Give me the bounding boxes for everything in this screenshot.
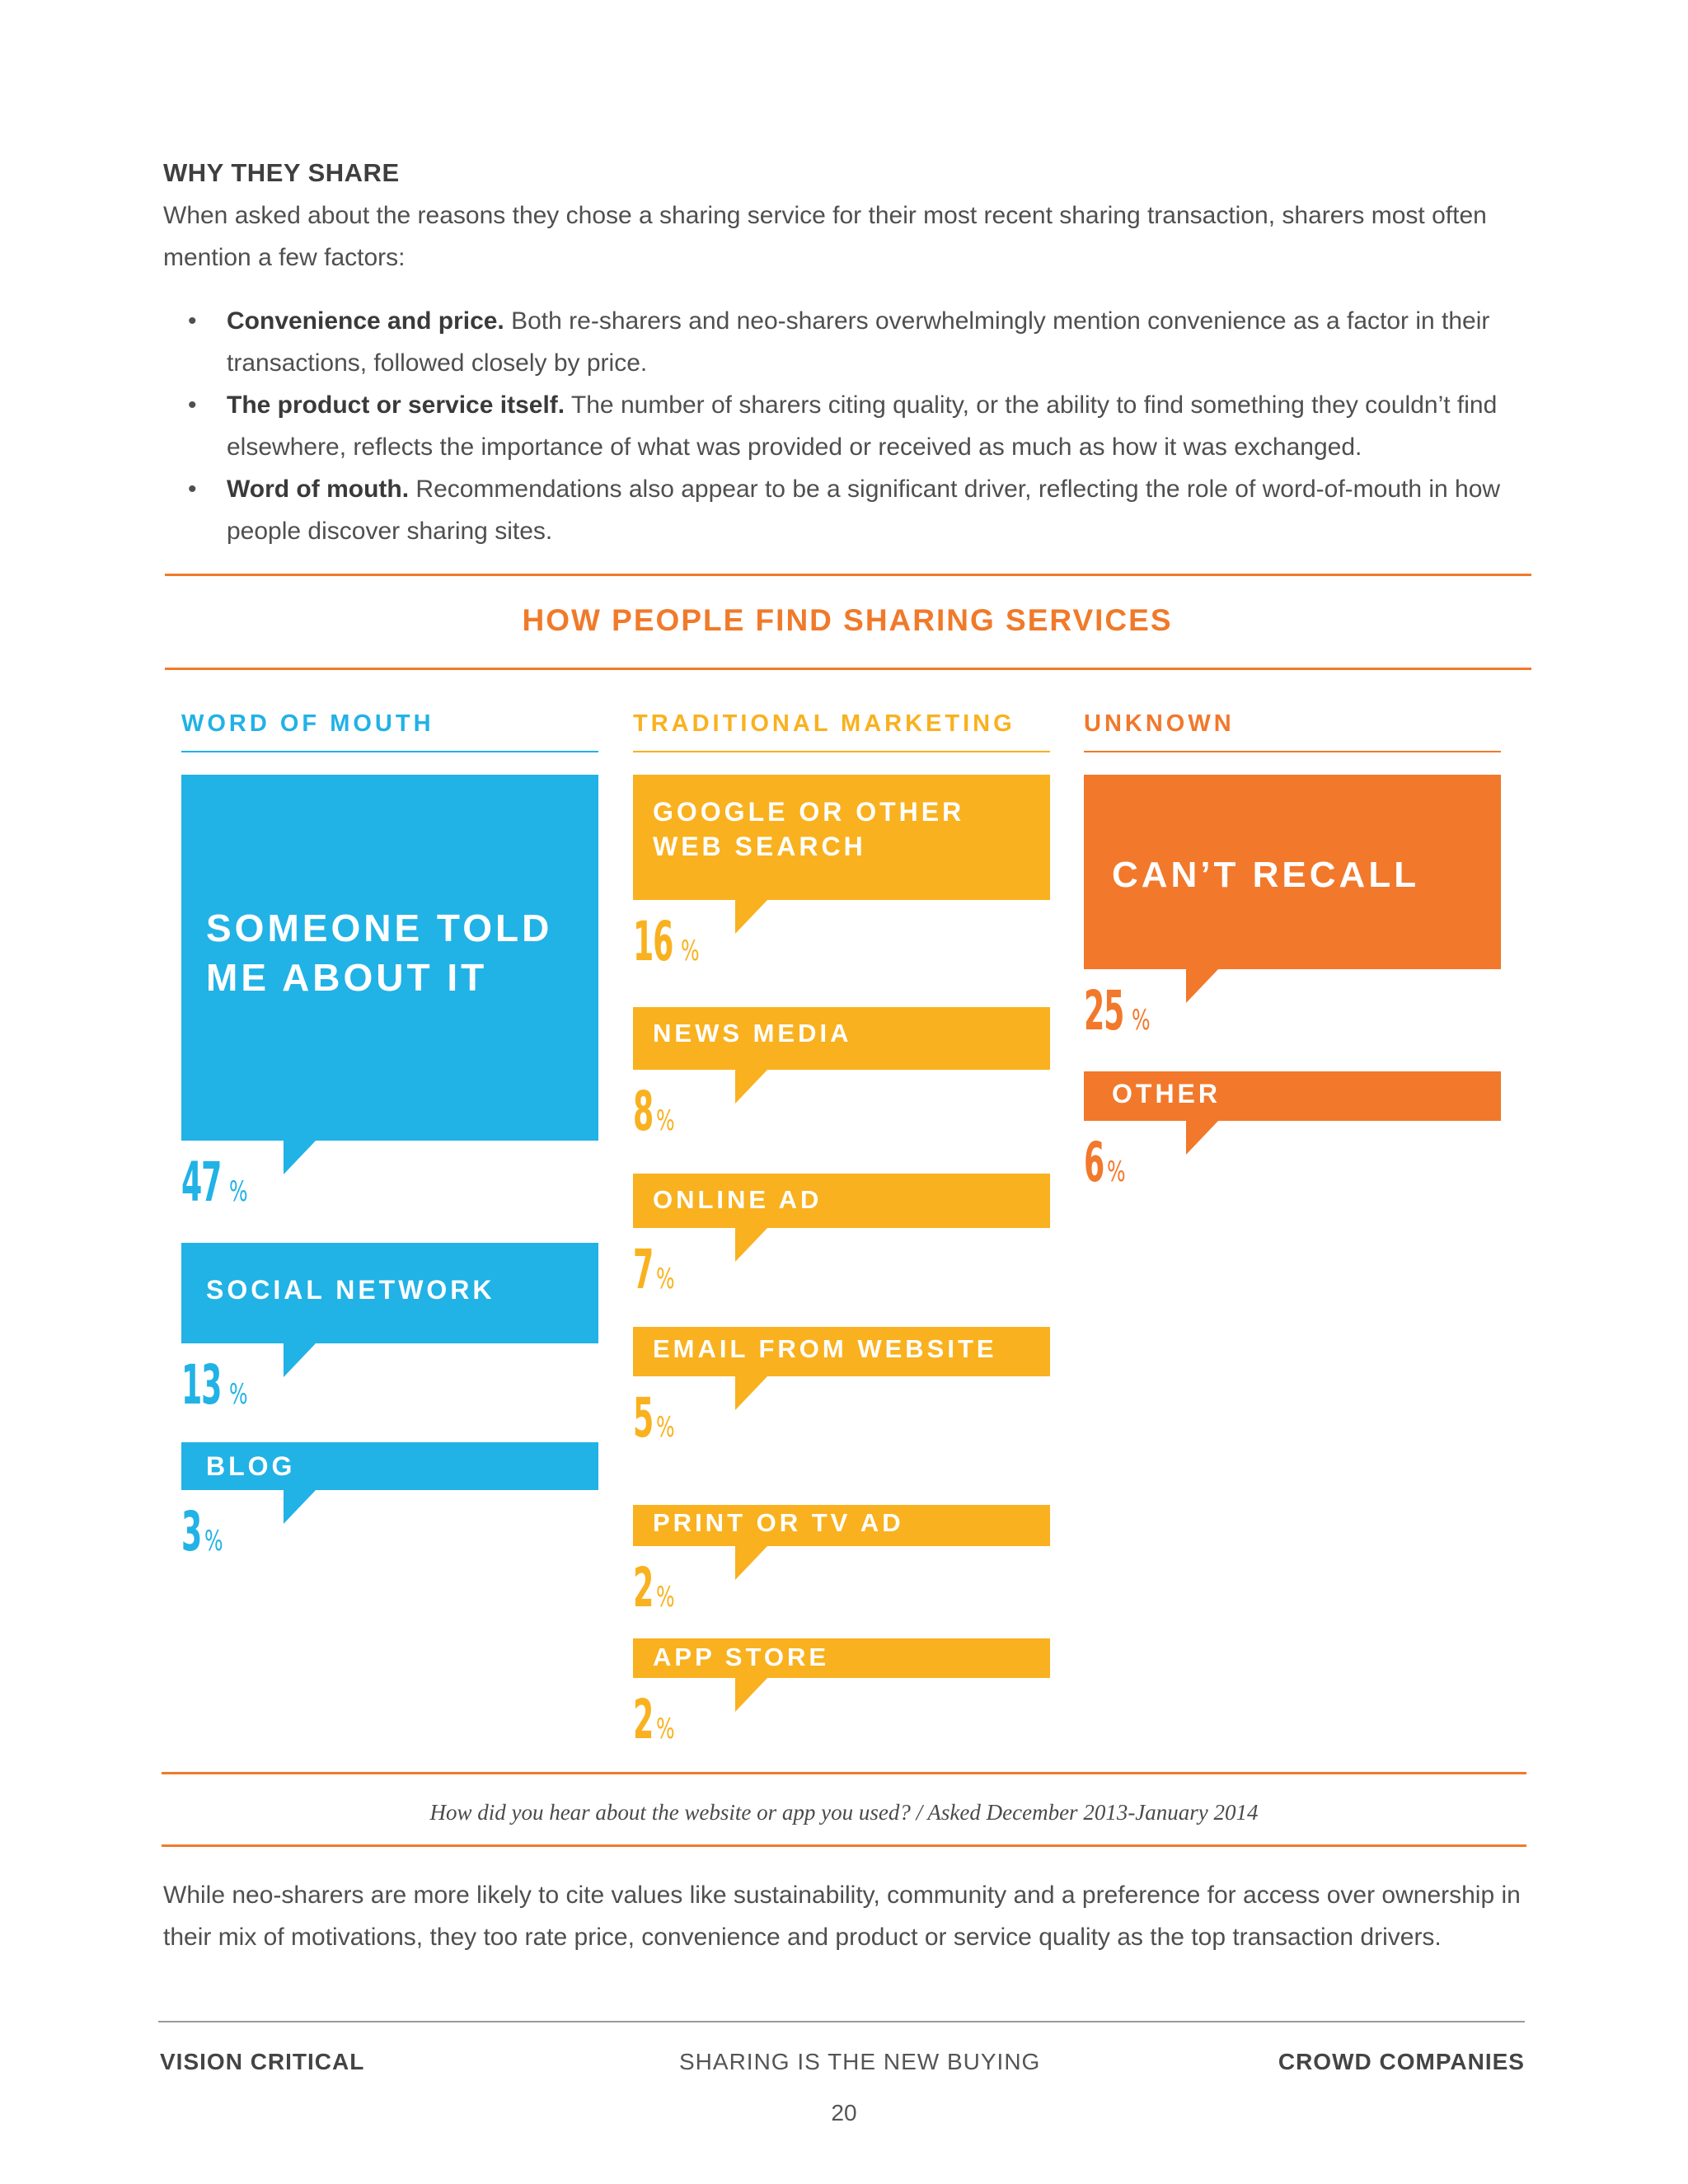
bar-value	[1084, 979, 1156, 1043]
bullet-list	[188, 300, 1540, 552]
percent-sign: %	[655, 1713, 674, 1746]
divider	[162, 1772, 1526, 1774]
percent-sign: %	[655, 1263, 674, 1296]
page-number: 20	[831, 2100, 857, 2125]
column-rule	[633, 751, 1050, 752]
percent-sign: %	[228, 1378, 247, 1411]
bar-value	[633, 1688, 681, 1751]
bubble-tail	[735, 1545, 768, 1580]
bar-label: CAN’T RECALL	[1112, 855, 1420, 895]
percent-sign: %	[655, 1104, 674, 1137]
divider	[165, 668, 1531, 670]
bar-value	[181, 1151, 254, 1214]
bar-card	[633, 1638, 1050, 1678]
bullet-bold: The product or service itself.	[227, 391, 565, 419]
bar-label: SOCIAL NETWORK	[206, 1275, 495, 1305]
bar-value-number: 8	[633, 1080, 654, 1143]
section-heading: WHY THEY SHARE	[163, 158, 400, 187]
bar-value	[633, 1080, 681, 1143]
percent-sign: %	[1131, 1004, 1150, 1037]
bubble-tail	[735, 1069, 768, 1104]
bar-value	[181, 1353, 254, 1417]
bar-card	[181, 775, 598, 1141]
bubble-tail	[735, 1227, 768, 1262]
bar-label: NEWS MEDIA	[653, 1019, 852, 1047]
percent-sign: %	[1106, 1155, 1125, 1188]
bar-label: BLOG	[206, 1451, 296, 1481]
bar-card	[633, 1007, 1050, 1070]
bubble-tail	[735, 1376, 768, 1410]
survey-question: How did you hear about the website or app you used? / Asked December 2013-January 2014	[429, 1800, 1259, 1825]
bar-card	[633, 1505, 1050, 1546]
column-rule	[1084, 751, 1501, 752]
bubble-tail	[1186, 1120, 1219, 1155]
bar-value-number: 16	[633, 910, 673, 973]
bar-card	[633, 775, 1050, 900]
bar-value	[633, 910, 706, 973]
bar-value	[633, 1238, 681, 1301]
percent-sign: %	[204, 1525, 223, 1558]
percent-sign: %	[655, 1411, 674, 1444]
bullet-item	[188, 300, 1540, 384]
bar-label: PRINT OR TV AD	[653, 1508, 904, 1537]
bar-value	[181, 1500, 229, 1563]
column-header-word-of-mouth: WORD OF MOUTH	[181, 710, 434, 737]
bar-value	[633, 1386, 681, 1450]
percent-sign: %	[655, 1581, 674, 1614]
bar-card	[181, 1243, 598, 1343]
bubble-tail	[735, 1677, 768, 1712]
bullet-item	[188, 384, 1540, 468]
infographic-title: HOW PEOPLE FIND SHARING SERVICES	[522, 603, 1173, 637]
footer-rule	[158, 2021, 1525, 2022]
bar-value	[1084, 1131, 1132, 1194]
bar-value-number: 13	[181, 1353, 222, 1417]
bar-value-number: 6	[1084, 1131, 1104, 1194]
footer-left: VISION CRITICAL	[160, 2049, 365, 2074]
bullet-text: Both re-sharers and neo-sharers overwhelmingly mention convenience as a factor in their transactions, followed closely by price.	[227, 307, 1490, 377]
bar-value-number: 25	[1084, 979, 1124, 1043]
column-header-unknown: UNKNOWN	[1084, 710, 1235, 737]
bar-value-number: 47	[181, 1151, 222, 1214]
intro-paragraph: When asked about the reasons they chose a sharing service for their most recent sharing transaction, sharers most often mention a few factors:	[163, 202, 1487, 271]
divider	[162, 1844, 1526, 1847]
bar-label: EMAIL FROM WEBSITE	[653, 1334, 997, 1363]
bullet-text: The number of sharers citing quality, or the ability to find something they couldn’t find elsewhere, reflects the importance of what was provided or received as much as how it was exchanged.	[227, 391, 1498, 461]
column-rule	[181, 751, 598, 752]
percent-sign: %	[680, 935, 699, 968]
bar-label: SOMEONE TOLD ME ABOUT IT	[206, 907, 553, 999]
bar-value-number: 2	[633, 1556, 654, 1619]
bar-value-number: 7	[633, 1238, 654, 1301]
bar-label: GOOGLE OR OTHER WEB SEARCH	[653, 797, 965, 861]
bubble-tail	[1186, 968, 1219, 1003]
footer-center: SHARING IS THE NEW BUYING	[679, 2049, 1041, 2074]
bar-label: ONLINE AD	[653, 1185, 823, 1214]
footer-right: CROWD COMPANIES	[1278, 2049, 1525, 2074]
bar-label: APP STORE	[653, 1643, 830, 1671]
bar-value-number: 3	[181, 1500, 202, 1563]
bar-card	[633, 1327, 1050, 1376]
bubble-tail	[284, 1489, 316, 1524]
bullet-bold: Word of mouth.	[227, 476, 410, 503]
percent-sign: %	[228, 1175, 247, 1208]
bar-card	[181, 1442, 598, 1490]
bar-card	[1084, 1071, 1501, 1121]
bubble-tail	[735, 899, 768, 934]
bar-card	[633, 1174, 1050, 1228]
divider	[165, 574, 1531, 576]
bar-value-number: 5	[633, 1386, 654, 1450]
bar-label: OTHER	[1112, 1079, 1221, 1108]
bullet-item	[188, 468, 1540, 552]
closing-paragraph: While neo-sharers are more likely to cite values like sustainability, community and a preference for access over ownership in their mix of motivations, they too rate price, convenience and product or service quality as the top transaction drivers.	[163, 1882, 1521, 1951]
bar-value-number: 2	[633, 1688, 654, 1751]
column-header-traditional-marketing: TRADITIONAL MARKETING	[633, 710, 1015, 737]
bubble-tail	[284, 1140, 316, 1174]
bar-card	[1084, 775, 1501, 969]
bubble-tail	[284, 1343, 316, 1377]
bullet-text: Recommendations also appear to be a significant driver, reflecting the role of word-of-mouth in how people discover sharing sites.	[227, 476, 1501, 545]
bar-value	[633, 1556, 681, 1619]
bullet-bold: Convenience and price.	[227, 307, 504, 335]
